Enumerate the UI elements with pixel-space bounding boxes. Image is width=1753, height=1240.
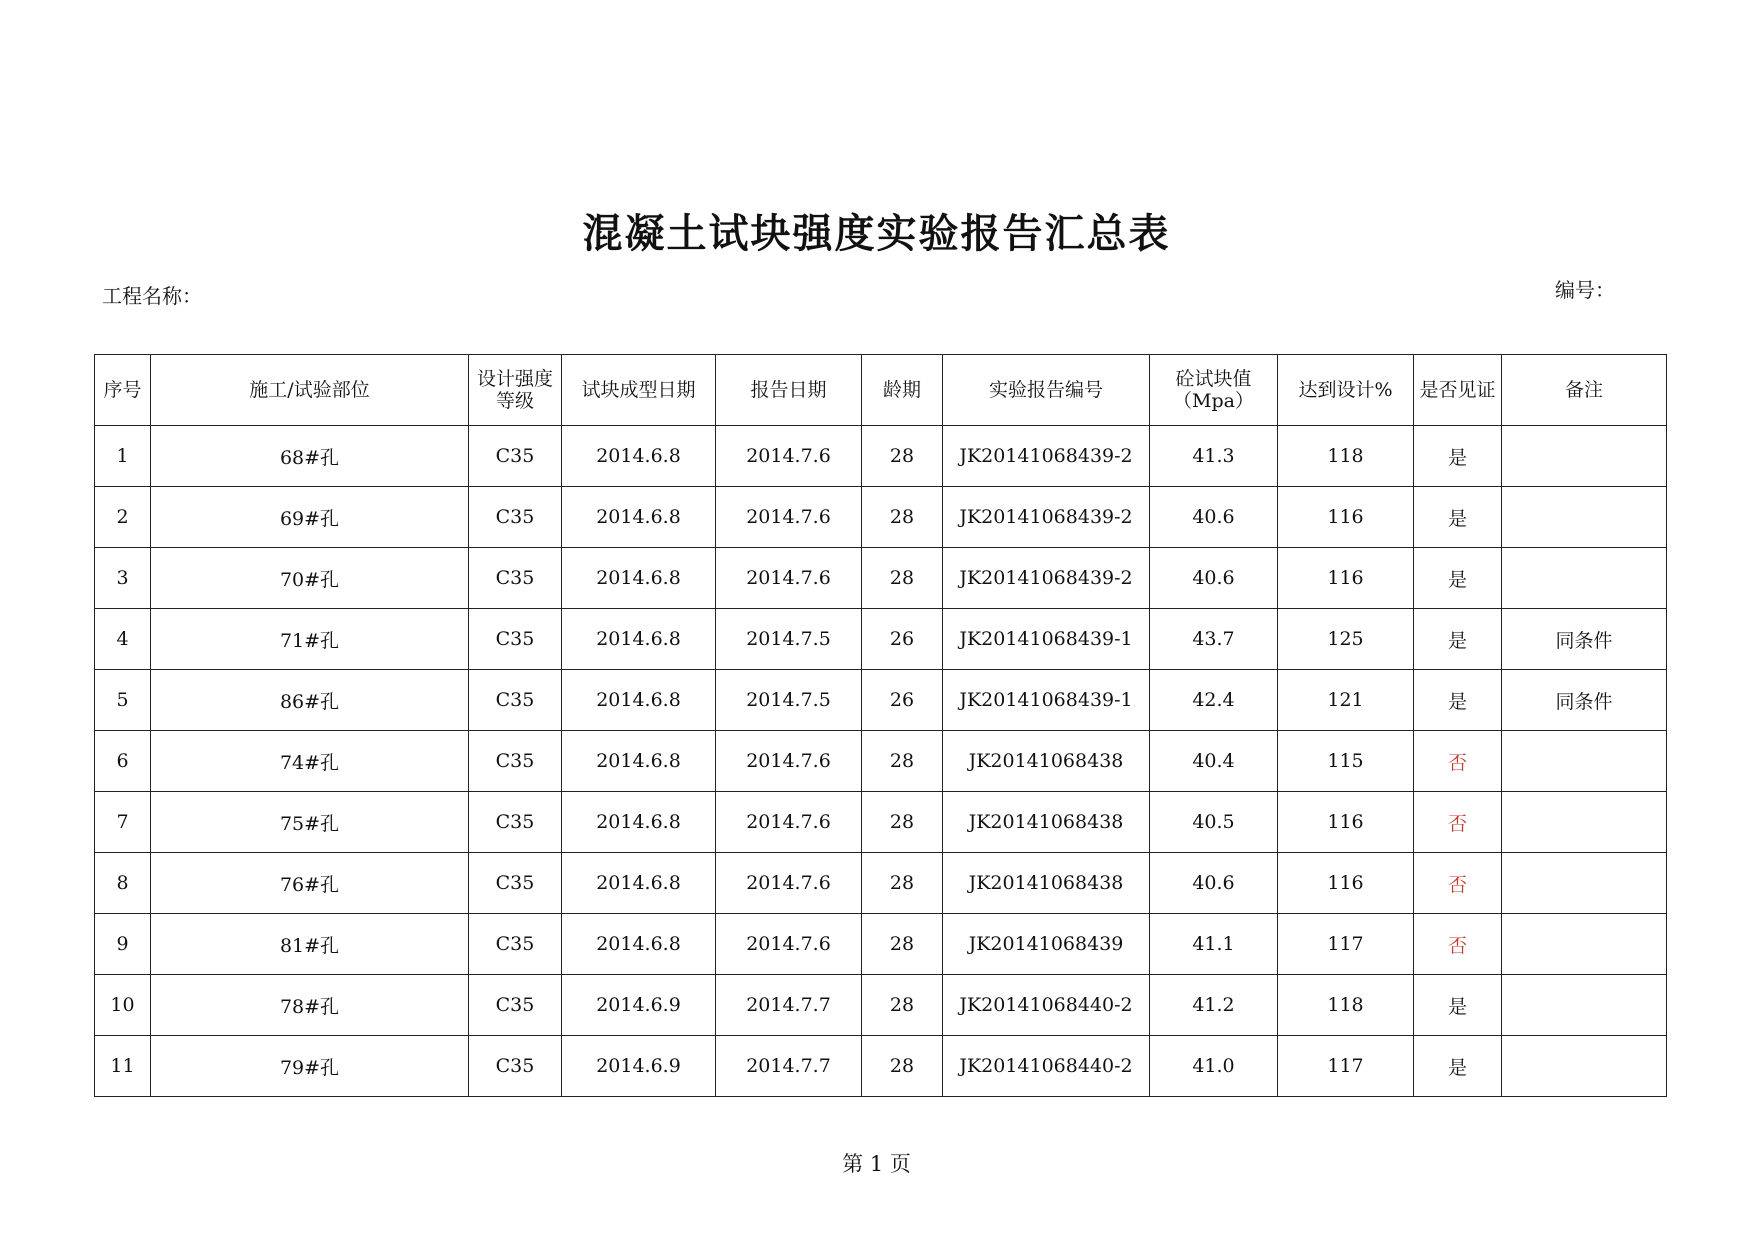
- table-row: [95, 853, 1667, 914]
- cell-report-number: JK20141068439-1: [943, 609, 1150, 670]
- cell-remark: 同条件: [1502, 670, 1667, 731]
- cell-strength-value: 43.7: [1150, 609, 1278, 670]
- cell-serial-no: 10: [95, 975, 151, 1036]
- cell-serial-no: 5: [95, 670, 151, 731]
- cell-design-percent: 115: [1278, 731, 1414, 792]
- header-age: 龄期: [862, 355, 943, 426]
- cell-location: 76#孔: [151, 853, 469, 914]
- cell-witnessed: 是: [1414, 609, 1502, 670]
- cell-cast-date: 2014.6.9: [562, 975, 716, 1036]
- table-row: [95, 792, 1667, 853]
- cell-location: 75#孔: [151, 792, 469, 853]
- cell-strength-value: 42.4: [1150, 670, 1278, 731]
- cell-report-date: 2014.7.6: [716, 426, 862, 487]
- cell-report-date: 2014.7.6: [716, 548, 862, 609]
- table-row: [95, 1036, 1667, 1097]
- cell-age: 28: [862, 426, 943, 487]
- cell-strength-value: 41.3: [1150, 426, 1278, 487]
- cell-serial-no: 8: [95, 853, 151, 914]
- table-row: [95, 426, 1667, 487]
- cell-report-number: JK20141068439-1: [943, 670, 1150, 731]
- cell-strength-value: 41.2: [1150, 975, 1278, 1036]
- header-remark: 备注: [1502, 355, 1667, 426]
- cell-report-date: 2014.7.7: [716, 975, 862, 1036]
- cell-age: 28: [862, 792, 943, 853]
- cell-report-date: 2014.7.6: [716, 853, 862, 914]
- cell-witnessed: 是: [1414, 426, 1502, 487]
- cell-report-number: JK20141068439-2: [943, 548, 1150, 609]
- cell-witnessed: 否: [1414, 853, 1502, 914]
- cell-design-percent: 116: [1278, 487, 1414, 548]
- cell-report-date: 2014.7.5: [716, 609, 862, 670]
- cell-strength-value: 40.6: [1150, 487, 1278, 548]
- table-header-row: [95, 355, 1667, 426]
- cell-strength-value: 40.6: [1150, 548, 1278, 609]
- cell-remark: [1502, 975, 1667, 1036]
- header-design-grade: 设计强度等级: [469, 355, 562, 426]
- cell-design-grade: C35: [469, 487, 562, 548]
- cell-report-number: JK20141068439: [943, 914, 1150, 975]
- table-row: [95, 487, 1667, 548]
- page-title: 混凝土试块强度实验报告汇总表: [582, 211, 1171, 257]
- cell-remark: [1502, 487, 1667, 548]
- header-location: 施工/试验部位: [151, 355, 469, 426]
- cell-age: 26: [862, 609, 943, 670]
- cell-location: 86#孔: [151, 670, 469, 731]
- cell-witnessed: 否: [1414, 731, 1502, 792]
- cell-design-grade: C35: [469, 853, 562, 914]
- cell-age: 26: [862, 670, 943, 731]
- cell-strength-value: 40.4: [1150, 731, 1278, 792]
- cell-report-number: JK20141068440-2: [943, 975, 1150, 1036]
- header-serial-no: 序号: [95, 355, 151, 426]
- cell-serial-no: 2: [95, 487, 151, 548]
- cell-location: 71#孔: [151, 609, 469, 670]
- cell-report-date: 2014.7.6: [716, 792, 862, 853]
- cell-remark: [1502, 548, 1667, 609]
- cell-design-grade: C35: [469, 609, 562, 670]
- cell-age: 28: [862, 975, 943, 1036]
- cell-remark: [1502, 426, 1667, 487]
- page-number: 第 1 页: [842, 1152, 911, 1176]
- document-number-label: 编号：: [1555, 278, 1615, 302]
- cell-cast-date: 2014.6.8: [562, 670, 716, 731]
- table-row: [95, 731, 1667, 792]
- cell-design-grade: C35: [469, 670, 562, 731]
- cell-serial-no: 3: [95, 548, 151, 609]
- cell-remark: 同条件: [1502, 609, 1667, 670]
- cell-location: 69#孔: [151, 487, 469, 548]
- cell-strength-value: 40.6: [1150, 853, 1278, 914]
- header-report-number: 实验报告编号: [943, 355, 1150, 426]
- cell-report-number: JK20141068439-2: [943, 487, 1150, 548]
- cell-cast-date: 2014.6.8: [562, 731, 716, 792]
- table-row: [95, 609, 1667, 670]
- cell-design-percent: 116: [1278, 792, 1414, 853]
- header-report-date: 报告日期: [716, 355, 862, 426]
- cell-witnessed: 否: [1414, 914, 1502, 975]
- cell-cast-date: 2014.6.8: [562, 487, 716, 548]
- cell-age: 28: [862, 731, 943, 792]
- cell-design-grade: C35: [469, 426, 562, 487]
- cell-design-percent: 116: [1278, 548, 1414, 609]
- table-row: [95, 975, 1667, 1036]
- cell-strength-value: 41.1: [1150, 914, 1278, 975]
- cell-age: 28: [862, 548, 943, 609]
- strength-summary-table: [94, 354, 1667, 1097]
- cell-design-grade: C35: [469, 731, 562, 792]
- cell-cast-date: 2014.6.8: [562, 609, 716, 670]
- cell-design-percent: 125: [1278, 609, 1414, 670]
- cell-report-number: JK20141068438: [943, 853, 1150, 914]
- cell-location: 68#孔: [151, 426, 469, 487]
- cell-serial-no: 11: [95, 1036, 151, 1097]
- cell-remark: [1502, 1036, 1667, 1097]
- header-strength-value: 砼试块值（Mpa）: [1150, 355, 1278, 426]
- cell-design-percent: 117: [1278, 914, 1414, 975]
- cell-remark: [1502, 731, 1667, 792]
- cell-strength-value: 40.5: [1150, 792, 1278, 853]
- cell-design-percent: 116: [1278, 853, 1414, 914]
- cell-remark: [1502, 914, 1667, 975]
- cell-serial-no: 4: [95, 609, 151, 670]
- table-body: [95, 426, 1667, 1097]
- cell-witnessed: 是: [1414, 548, 1502, 609]
- cell-report-date: 2014.7.6: [716, 487, 862, 548]
- cell-design-percent: 118: [1278, 426, 1414, 487]
- cell-location: 70#孔: [151, 548, 469, 609]
- table-row: [95, 548, 1667, 609]
- cell-witnessed: 否: [1414, 792, 1502, 853]
- cell-age: 28: [862, 487, 943, 548]
- cell-report-number: JK20141068438: [943, 792, 1150, 853]
- cell-cast-date: 2014.6.8: [562, 792, 716, 853]
- cell-age: 28: [862, 853, 943, 914]
- cell-location: 79#孔: [151, 1036, 469, 1097]
- cell-report-number: JK20141068438: [943, 731, 1150, 792]
- cell-report-date: 2014.7.5: [716, 670, 862, 731]
- cell-design-grade: C35: [469, 914, 562, 975]
- cell-report-number: JK20141068439-2: [943, 426, 1150, 487]
- cell-cast-date: 2014.6.8: [562, 548, 716, 609]
- cell-design-grade: C35: [469, 792, 562, 853]
- cell-design-grade: C35: [469, 548, 562, 609]
- cell-serial-no: 7: [95, 792, 151, 853]
- cell-serial-no: 1: [95, 426, 151, 487]
- cell-cast-date: 2014.6.9: [562, 1036, 716, 1097]
- cell-design-percent: 117: [1278, 1036, 1414, 1097]
- cell-location: 78#孔: [151, 975, 469, 1036]
- cell-report-date: 2014.7.7: [716, 1036, 862, 1097]
- cell-witnessed: 是: [1414, 975, 1502, 1036]
- cell-design-grade: C35: [469, 1036, 562, 1097]
- cell-age: 28: [862, 1036, 943, 1097]
- cell-strength-value: 41.0: [1150, 1036, 1278, 1097]
- cell-report-date: 2014.7.6: [716, 914, 862, 975]
- project-name-label: 工程名称：: [102, 284, 202, 308]
- cell-witnessed: 是: [1414, 1036, 1502, 1097]
- cell-serial-no: 9: [95, 914, 151, 975]
- cell-serial-no: 6: [95, 731, 151, 792]
- cell-witnessed: 是: [1414, 487, 1502, 548]
- header-design-percent: 达到设计%: [1278, 355, 1414, 426]
- cell-design-percent: 118: [1278, 975, 1414, 1036]
- cell-cast-date: 2014.6.8: [562, 426, 716, 487]
- header-witnessed: 是否见证: [1414, 355, 1502, 426]
- cell-remark: [1502, 792, 1667, 853]
- cell-location: 74#孔: [151, 731, 469, 792]
- table-row: [95, 914, 1667, 975]
- cell-cast-date: 2014.6.8: [562, 914, 716, 975]
- cell-report-date: 2014.7.6: [716, 731, 862, 792]
- cell-cast-date: 2014.6.8: [562, 853, 716, 914]
- header-cast-date: 试块成型日期: [562, 355, 716, 426]
- cell-report-number: JK20141068440-2: [943, 1036, 1150, 1097]
- cell-design-percent: 121: [1278, 670, 1414, 731]
- cell-witnessed: 是: [1414, 670, 1502, 731]
- table-row: [95, 670, 1667, 731]
- cell-age: 28: [862, 914, 943, 975]
- cell-design-grade: C35: [469, 975, 562, 1036]
- cell-location: 81#孔: [151, 914, 469, 975]
- cell-remark: [1502, 853, 1667, 914]
